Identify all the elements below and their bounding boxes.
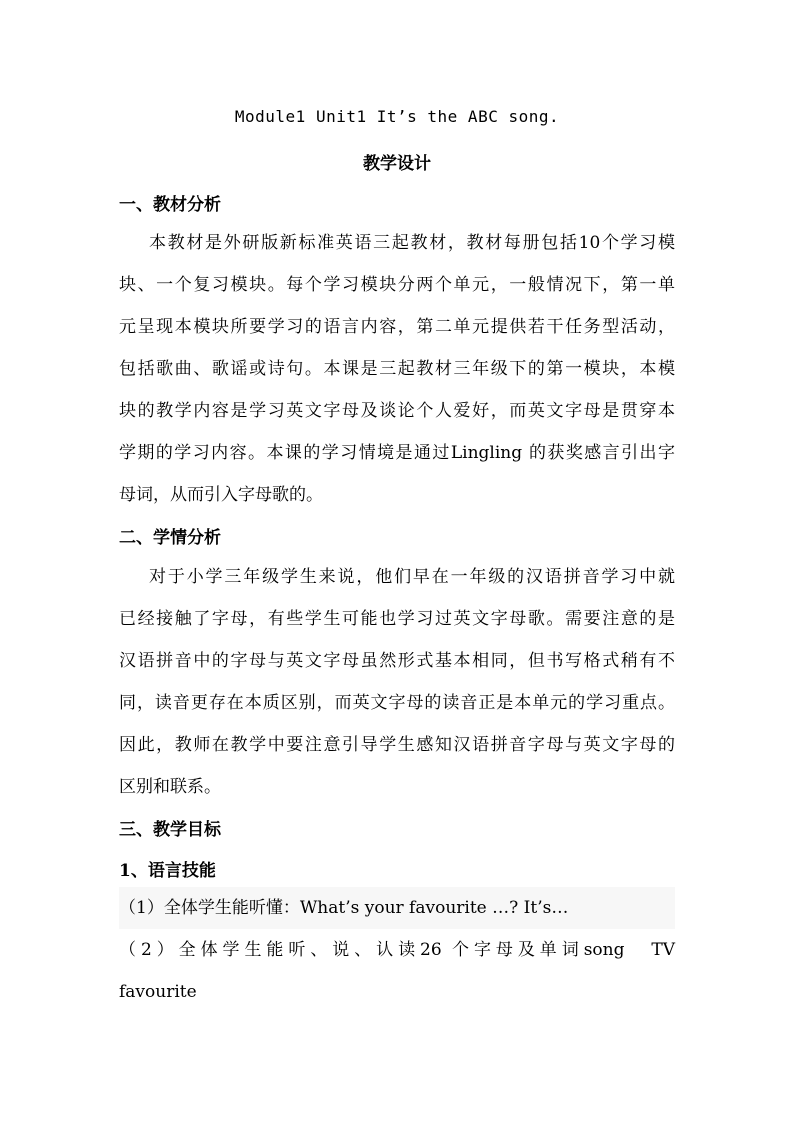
- document-subtitle: 教学设计: [363, 154, 431, 174]
- paragraph-line: 元呈现本模块所要学习的语言内容，第二单元提供若干任务型活动，: [119, 317, 675, 337]
- paragraph-line: 区别和联系。: [119, 777, 221, 797]
- paragraph-line: 块、一个复习模块。每个学习模块分两个单元，一般情况下，第一单: [119, 275, 675, 295]
- document-title: Module1 Unit1 It’s the ABC song.: [234, 107, 560, 126]
- paragraph-line: （2）全体学生能听、说、认读26 个字母及单词song TV: [119, 940, 675, 960]
- paragraph-line: 对于小学三年级学生来说，他们早在一年级的汉语拼音学习中就: [149, 567, 675, 587]
- paragraph-line: favourite: [119, 982, 197, 1002]
- paragraph-line: 学期的学习内容。本课的学习情境是通过Lingling 的获奖感言引出字: [119, 443, 675, 463]
- objective-item-1: （1）全体学生能听懂：What’s your favourite …? It’s…: [119, 887, 675, 929]
- paragraph-line: 本教材是外研版新标准英语三起教材，教材每册包括10个学习模: [149, 233, 675, 253]
- paragraph-line: 包括歌曲、歌谣或诗句。本课是三起教材三年级下的第一模块，本模: [119, 359, 675, 379]
- paragraph-line: 同，读音更存在本质区别，而英文字母的读音正是本单元的学习重点。: [119, 693, 675, 713]
- paragraph-line: 已经接触了字母，有些学生可能也学习过英文字母歌。需要注意的是: [119, 609, 675, 629]
- paragraph-line: 母词，从而引入字母歌的。: [119, 485, 323, 505]
- section-heading-teaching-objectives: 三、教学目标: [119, 820, 221, 840]
- objective-item-2: [119, 929, 675, 1013]
- section-heading-textbook-analysis: 一、教材分析: [119, 195, 221, 215]
- section-heading-learner-analysis: 二、学情分析: [119, 528, 221, 548]
- section-paragraph-textbook-analysis: [119, 222, 675, 516]
- sub-heading-language-skills: 1、语言技能: [119, 861, 216, 881]
- paragraph-line: 因此，教师在教学中要注意引导学生感知汉语拼音字母与英文字母的: [119, 735, 675, 755]
- section-paragraph-learner-analysis: [119, 556, 675, 808]
- paragraph-line: 块的教学内容是学习英文字母及谈论个人爱好，而英文字母是贯穿本: [119, 401, 675, 421]
- paragraph-line: 汉语拼音中的字母与英文字母虽然形式基本相同，但书写格式稍有不: [119, 651, 675, 671]
